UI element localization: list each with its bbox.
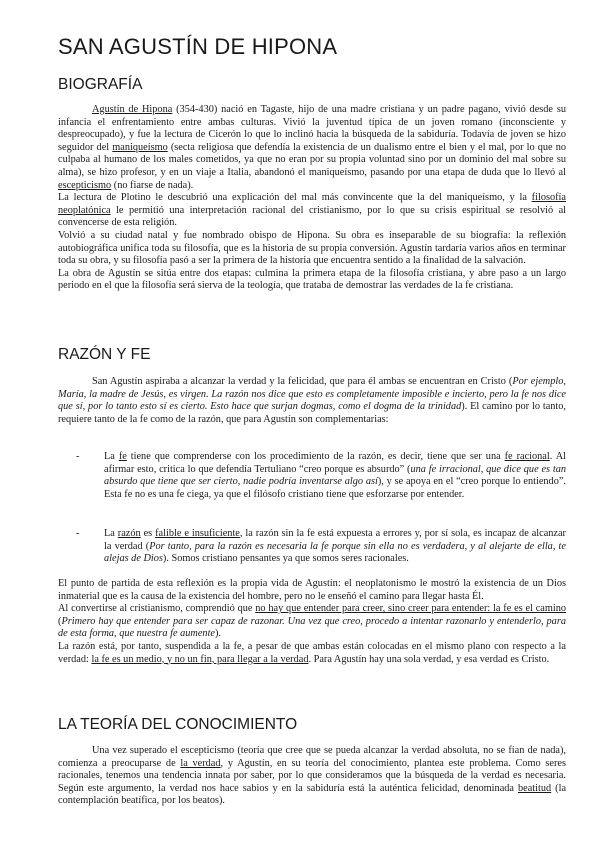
biografia-paragraph-3: Volvió a su ciudad natal y fue nombrado obispo de Hipona. Su obra es inseparable de su biografía: la reflexión autobiográfica unifica toda su filosofía, que es la historia de su propia conversión. Agustín tardaría varios años en terminar toda su obra, y su filosofía pasó a ser la primera de la historia que encuentra sentido a la finalidad de la salvación. bbox=[58, 229, 566, 267]
biografia-paragraph-4: La obra de Agustín se sitúa entre dos etapas: culmina la primera etapa de la filosofía cristiana, y abre paso a un largo periodo en el que la filosofía será sierva de la teología, que trataba de demostrar las verdades de la fe cristiana. bbox=[58, 267, 566, 292]
bullet-razon bbox=[76, 528, 566, 566]
heading-razon-fe: RAZÓN Y FE bbox=[58, 346, 151, 363]
razon-fe-paragraph-5: El punto de partida de esta reflexión es la propia vida de Agustín: el neoplatonismo le mostró la existencia de un Dios inmaterial que es la causa de la existencia del hombre, pero no le enseñó el camino para llegar hasta Él. bbox=[58, 578, 566, 602]
bullet-dash: - bbox=[76, 528, 80, 539]
link-maniqueismo[interactable]: maniqueísmo bbox=[112, 141, 168, 153]
biografia-body bbox=[58, 104, 566, 293]
bullet-razon-text: La razón es falible e insuficiente, la razón sin la fe está expuesta a errores y, por sí sola, es incapaz de alcanzar la verdad (Por tanto, para la razón es necesaria la fe porque sin ella no es verdadera, y al alejarte de ella, te alejas de Dios). Somos cristiano pensantes ya que somos seres racionales. bbox=[104, 528, 566, 565]
razon-fe-paragraph-7: La razón está, por tanto, suspendida a la fe, a pesar de que ambas están colocadas en el mismo plano con respecto a la verdad: la fe es un medio, y no un fin, para llegar a la verdad. Para Agustín hay una sola verdad, y esa verdad es Cristo. bbox=[58, 640, 566, 665]
conocimiento-body bbox=[58, 745, 566, 808]
biografia-paragraph-2: La lectura de Plotino le descubrió una explicación del mal más convincente que la del maniqueísmo, y la filosofía neoplatónica le permitió una interpretación racional del cristianismo, por lo que su crisis espiritual se resolvió al convencerse de esta religión. bbox=[58, 192, 566, 229]
heading-biografia: BIOGRAFÍA bbox=[58, 76, 143, 93]
razon-fe-intro-paragraph: San Agustín aspiraba a alcanzar la verdad y la felicidad, que para él ambas se encuentran en Cristo (Por ejemplo, María, la madre de Jesús, es virgen. La razón nos dice que esto es completamente imposible e incierto, pero la fe nos dice que sí, por lo tanto esto sí es cierto. Esto hace que surjan dogmas, como el dogma de la trinidad). El camino por lo tanto, requiere tanto de la fe como de la razón, que para Agustín son complementarias: bbox=[58, 376, 566, 425]
bullet-dash: - bbox=[76, 451, 80, 462]
biografia-paragraph-1: Agustín de Hipona (354-430) nació en Tagaste, hijo de una madre cristiana y un padre pagano, vivió desde su infancia el enfrentamiento entre ambas culturas. Vivió la juventud típica de un joven romano (inconsciente y despreocupado), y fue la lectura de Cicerón lo que lo inclinó hacia la búsqueda de la sabiduría. Todavía de joven se hizo seguidor del maniqueísmo (secta religiosa que defendía la existencia de un dualismo entre el bien y el mal, por lo que no culpaba al humano de los males cometidos, ya que no eran por su propia voluntad sino por un dominio del mal sobre su alma), se hizo profesor, y en un viaje a Italia, abandonó el maniqueísmo, pasando por una etapa de duda que lo llevó al escepticismo (no fiarse de nada). bbox=[58, 104, 566, 191]
link-filosofia-neoplatonica[interactable]: filosofía neoplatónica bbox=[58, 192, 566, 216]
bullet-fe bbox=[76, 451, 566, 501]
heading-conocimiento: LA TEORÍA DEL CONOCIMIENTO bbox=[58, 716, 298, 733]
razon-fe-intro bbox=[58, 376, 566, 426]
page-title: SAN AGUSTÍN DE HIPONA bbox=[58, 34, 338, 59]
bullet-fe-text: La fe tiene que comprenderse con los procedimiento de la razón, es decir, tiene que ser una fe racional. Al afirmar esto, critica lo que defendía Tertuliano “creo porque es absurdo” (una fe irracional, que dice que es tan absurdo que tiene que ser cierto, nadie podría inventarse algo así), y se apoya en el “creo porque lo entiendo”. Esta fe no es una fe ciega, ya que el filósofo cristiano tiene que esforzarse por entender. bbox=[104, 451, 566, 500]
link-escepticismo[interactable]: escepticismo bbox=[58, 179, 112, 191]
conocimiento-paragraph: Una vez superado el escepticismo (teoría que cree que se pueda alcanzar la verdad absoluta, no se fían de nada), comienza a preocuparse de la verdad, y Agustín, en su teoría del conocimiento, plantea este problema. Como seres racionales, tenemos una tendencia innata por saber, por lo que consideramos que la búsqueda de la verdad es necesaria. Según este argumento, la verdad nos hace sabios y en la sabiduría está la auténtica felicidad, denominada beatitud (la contemplación beatífica, por los beatos). bbox=[58, 745, 567, 807]
razon-fe-body bbox=[58, 578, 566, 666]
razon-fe-paragraph-6: Al convertirse al cristianismo, comprendió que no hay que entender para creer, sino creer para entender: la fe es el camino (Primero hay que entender para ser capaz de razonar. Una vez que creo, procedo a intentar razonarlo y entenderlo, para de esta forma, que nuestra fe aumente). bbox=[58, 603, 567, 640]
link-agustin[interactable]: Agustín de Hipona bbox=[92, 104, 173, 115]
